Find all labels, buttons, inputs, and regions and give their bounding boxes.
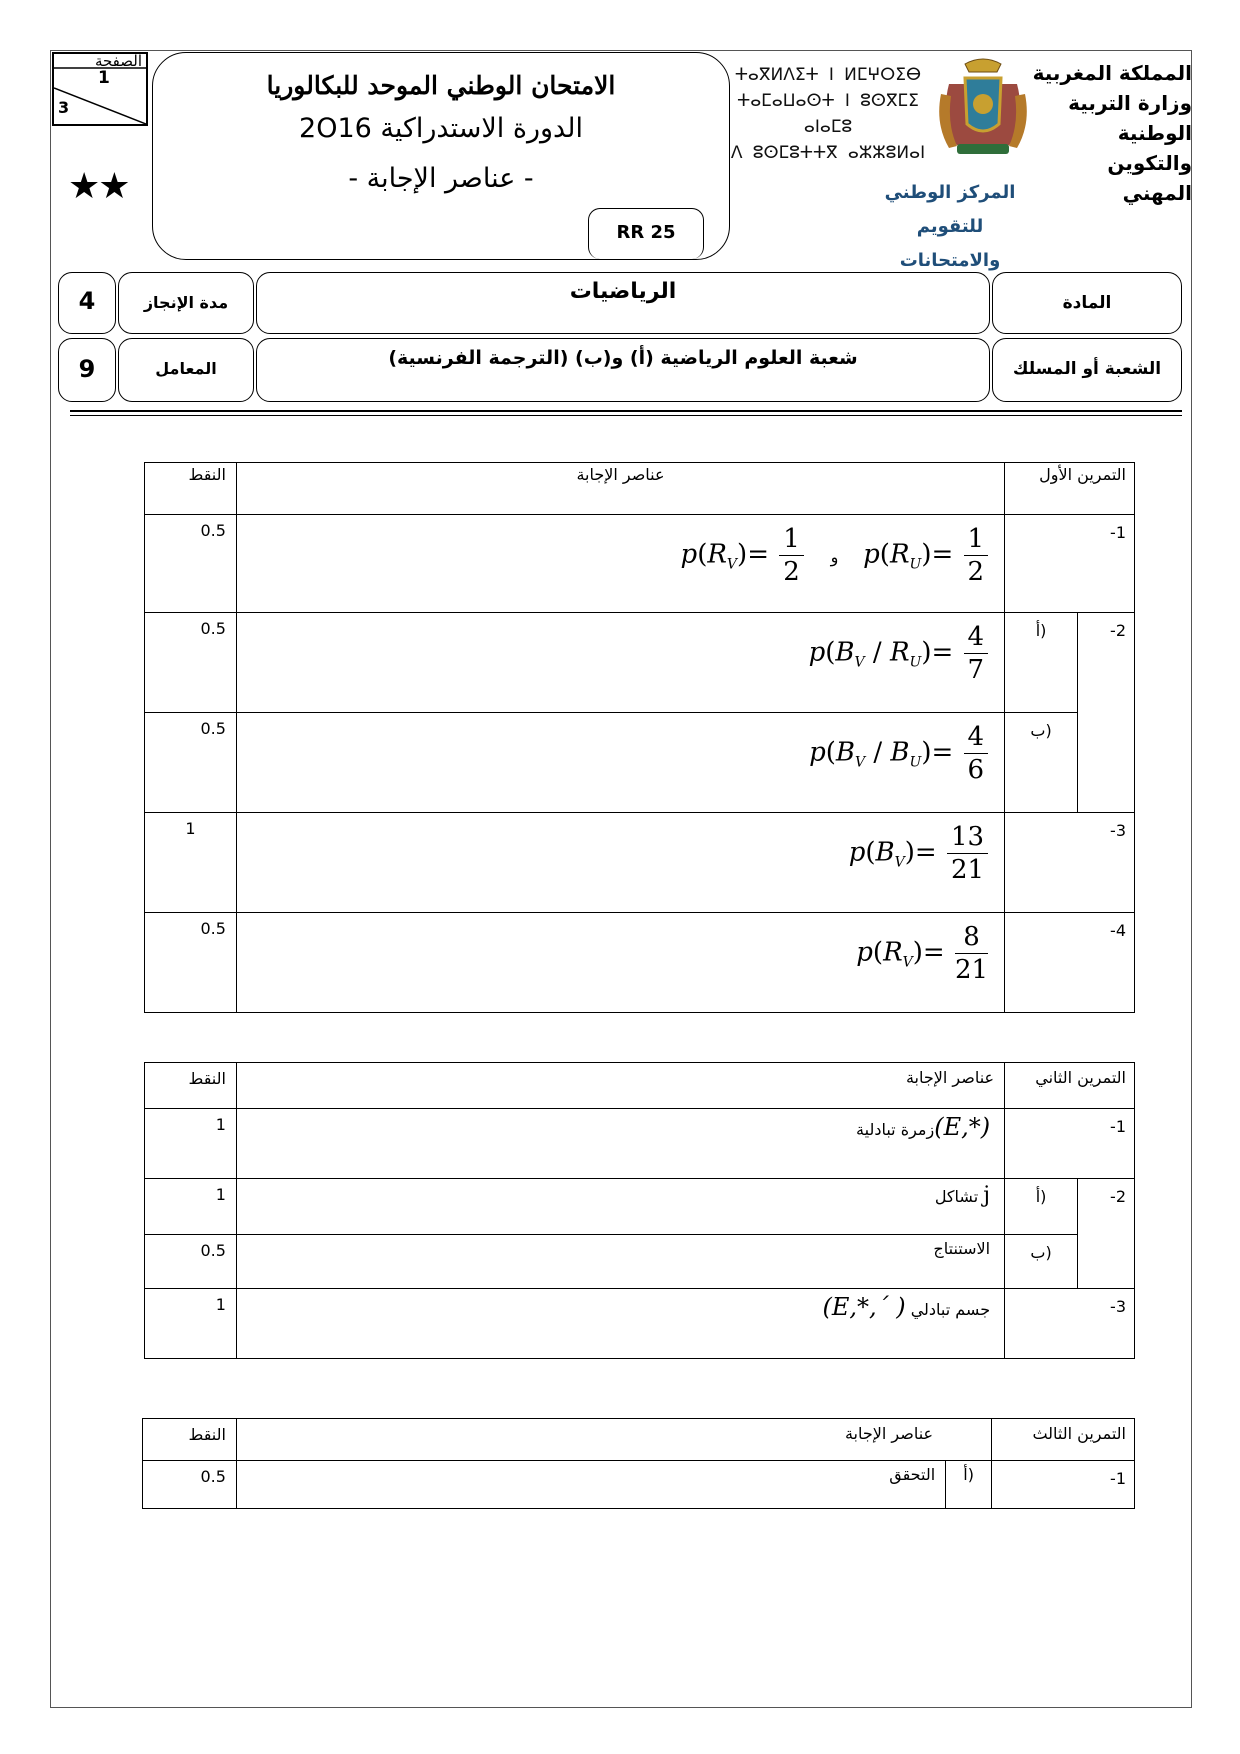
row-subpart: أ) [1005, 1179, 1078, 1235]
connector-word: و [830, 547, 839, 567]
row-answer [236, 1461, 945, 1509]
row-answer [236, 813, 1004, 913]
exam-code: RR 25 [588, 208, 704, 259]
exercise-title: التمرين الثالث [992, 1419, 1135, 1461]
row-points: 1 [145, 1289, 237, 1359]
table-row [143, 1461, 1135, 1509]
table-row [145, 613, 1135, 713]
subject-label-cell [992, 272, 1182, 334]
row-answer [236, 515, 1004, 613]
answer-text: الاستنتاج [933, 1239, 991, 1258]
answer-text: جسم تبادلي [910, 1300, 991, 1319]
row-subpart: ب) [1005, 713, 1078, 813]
row-number: -1 [1005, 515, 1135, 613]
row-number: -3 [1005, 1289, 1135, 1359]
coef-label: المعامل [155, 359, 217, 378]
row-points: 0.5 [145, 713, 237, 813]
exercise-1-table [144, 462, 1135, 1013]
center-line: المركز الوطني للتقويم [884, 182, 1016, 237]
row-subpart: ب) [1005, 1235, 1078, 1289]
row-answer [236, 1289, 1004, 1359]
exam-title: الامتحان الوطني الموحد للبكالوريا [266, 71, 616, 100]
row-points: 0.5 [145, 515, 237, 613]
exercise-2-table [144, 1062, 1135, 1359]
page-number: 1 [98, 68, 110, 88]
answer-text: التحقق [889, 1465, 936, 1484]
subject-label: المادة [1062, 293, 1112, 313]
table-row [145, 713, 1135, 813]
table-row [145, 913, 1135, 1013]
subject-cell [256, 272, 990, 334]
row-answer [236, 613, 1004, 713]
answer-formula: j [983, 1183, 991, 1208]
page-total: 3 [58, 98, 70, 117]
row-number: -1 [1005, 1109, 1135, 1179]
points-header: النقط [145, 463, 237, 515]
row-points: 1 [145, 1179, 237, 1235]
tifinagh-line: ⵜⴰⵎⴰⵡⴰⵙⵜ ⵏ ⵓⵙⴳⵎⵉ ⴰⵏⴰⵎⵓ [737, 91, 919, 137]
answers-header: عناصر الإجابة [236, 1419, 991, 1461]
table-header-row [145, 1063, 1135, 1109]
answer-formula: $p(R_V)=$ $\frac{8}{21}$ [856, 922, 989, 985]
answer-formula: (E,*) [934, 1113, 991, 1141]
table-row [145, 1109, 1135, 1179]
subject-value: الرياضيات [569, 279, 677, 304]
table-row [145, 1235, 1135, 1289]
points-header: النقط [145, 1063, 237, 1109]
ministry-line: وزارة التربية الوطنية [1068, 91, 1192, 145]
page-number-box [52, 52, 148, 126]
row-subpart: أ) [946, 1461, 992, 1509]
answers-header: عناصر الإجابة [236, 463, 1004, 515]
duration-label: مدة الإنجاز [143, 293, 229, 312]
table-row [145, 1179, 1135, 1235]
tifinagh-line: ⵜⴰⴳⵍⴷⵉⵜ ⵏ ⵍⵎⵖⵔⵉⴱ [734, 65, 922, 85]
ministry-line: المملكة المغربية [1032, 61, 1192, 85]
row-points: 0.5 [143, 1461, 237, 1509]
exercise-title: التمرين الثاني [1005, 1063, 1135, 1109]
row-number: -2 [1078, 613, 1135, 813]
answers-header: عناصر الإجابة [236, 1063, 1004, 1109]
row-points: 0.5 [145, 913, 237, 1013]
row-points: 0.5 [145, 1235, 237, 1289]
tifinagh-ministry-name [728, 62, 928, 166]
row-answer [236, 1179, 1004, 1235]
ministry-line: والتكوين المهني [1107, 151, 1192, 205]
coef-value: 9 [78, 355, 96, 383]
table-header-row [143, 1419, 1135, 1461]
stream-value: شعبة العلوم الرياضية (أ) و(ب) (الترجمة الفرنسية) [388, 347, 858, 369]
row-answer [236, 1235, 1004, 1289]
page-label: الصفحة [94, 52, 142, 70]
coef-label-cell [118, 338, 254, 402]
exam-session: الدورة الاستدراكية 2O16 [299, 113, 583, 144]
exam-doc-type: - عناصر الإجابة - [348, 163, 534, 194]
row-number: -1 [992, 1461, 1135, 1509]
table-row [145, 1289, 1135, 1359]
table-header-row [145, 463, 1135, 515]
points-header: النقط [143, 1419, 237, 1461]
answer-text: زمرة تبادلية [856, 1120, 935, 1139]
header-separator [70, 410, 1182, 416]
row-number: -3 [1005, 813, 1135, 913]
duration-value-cell [58, 272, 116, 334]
row-number: -4 [1005, 913, 1135, 1013]
answer-formula: (E,*,´ ) [822, 1293, 906, 1321]
row-answer [236, 713, 1004, 813]
row-number: -2 [1078, 1179, 1135, 1289]
answer-formula: $p(R_V)=$ $\frac{1}{2}$ و $p(R_U)=$ $\frac{1}{2}$ [681, 523, 991, 588]
exercise-3-table [142, 1418, 1135, 1509]
table-row [145, 813, 1135, 913]
answer-formula: $p(B_V)=$ $\frac{13}{21}$ [849, 821, 990, 886]
coef-value-cell [58, 338, 116, 402]
center-line: والامتحانات [899, 250, 1001, 271]
row-answer [236, 913, 1004, 1013]
stars-badge: ★★ [68, 166, 129, 207]
row-answer [236, 1109, 1004, 1179]
tifinagh-line: ⴷ ⵓⵙⵎⵓⵜⵜⴳ ⴰⵣⵣⵓⵍⴰⵏ [730, 143, 926, 163]
stream-cell [256, 338, 990, 402]
stream-label: الشعبة أو المسلك [1012, 359, 1162, 379]
row-points: 1 [145, 813, 237, 913]
answer-text: تشاكل [934, 1187, 979, 1206]
ministry-name [1032, 58, 1192, 208]
answer-formula: $p(B_V / R_U)=$ $\frac{4}{7}$ [809, 621, 990, 686]
answer-formula: $p(B_V / B_U)=$ $\frac{4}{6}$ [809, 721, 990, 786]
exercise-title: التمرين الأول [1005, 463, 1135, 515]
stream-label-cell [992, 338, 1182, 402]
row-subpart: أ) [1005, 613, 1078, 713]
coat-of-arms-icon [935, 54, 1031, 158]
duration-value: 4 [78, 287, 96, 315]
duration-label-cell [118, 272, 254, 334]
table-row [145, 515, 1135, 613]
row-points: 0.5 [145, 613, 237, 713]
row-points: 1 [145, 1109, 237, 1179]
